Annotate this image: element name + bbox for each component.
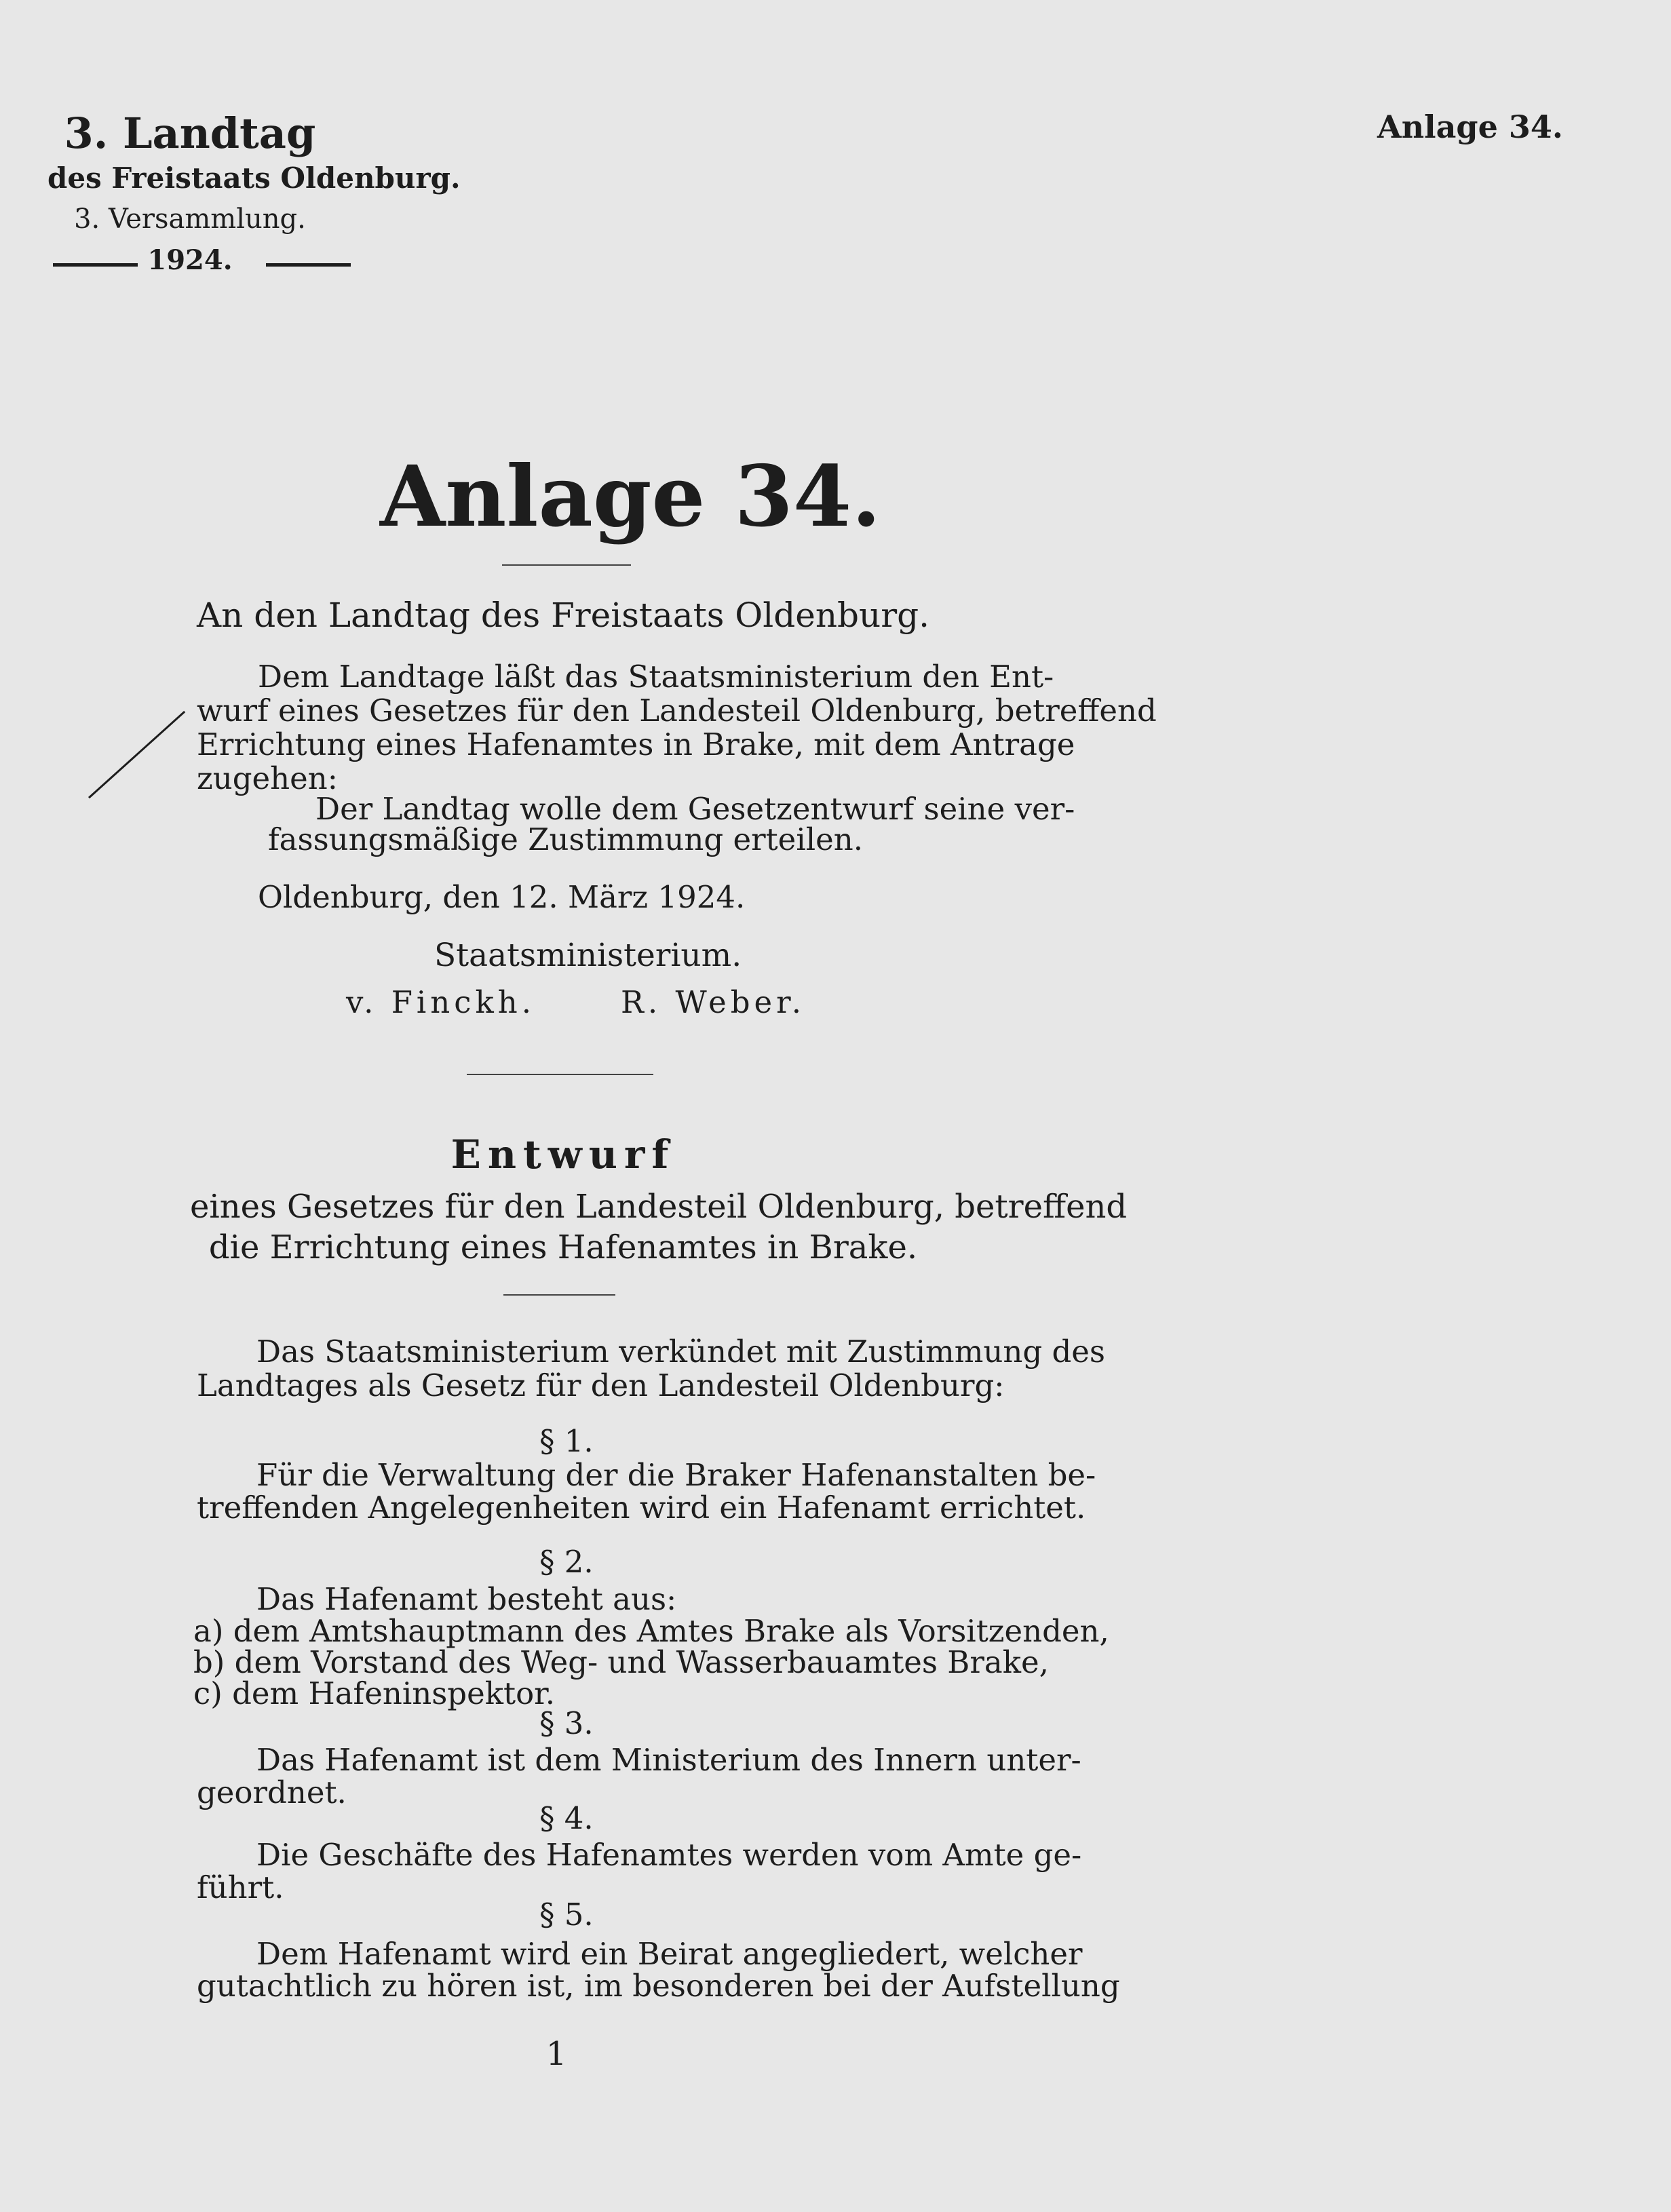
- intro-line-4: zugehen:: [197, 760, 338, 796]
- header-rule-right: [266, 263, 351, 267]
- section-3-line-2: geordnet.: [197, 1774, 347, 1810]
- section-2-item-b: b) dem Vorstand des Weg- und Wasserbauamtes Brake,: [193, 1644, 1049, 1680]
- margin-pen-mark: [88, 711, 185, 798]
- section-4-line-2: führt.: [197, 1869, 284, 1905]
- intro-line-1: Dem Landtage läßt das Staatsministerium den Ent-: [258, 659, 1054, 695]
- header-landtag: 3. Landtag: [64, 109, 316, 158]
- header-year: 1924.: [147, 244, 233, 276]
- draft-subtitle-1: eines Gesetzes für den Landesteil Oldenburg, betreffend: [190, 1188, 1128, 1226]
- section-2-item-c: c) dem Hafeninspektor.: [193, 1675, 556, 1711]
- title-rule: [502, 564, 631, 566]
- place-date: Oldenburg, den 12. März 1924.: [258, 879, 746, 915]
- section-3-line-1: Das Hafenamt ist dem Ministerium des Innern unter-: [256, 1742, 1081, 1778]
- section-rule: [467, 1074, 653, 1075]
- section-2-item-a: a) dem Amtshauptmann des Amtes Brake als Vorsitzenden,: [193, 1613, 1109, 1649]
- draft-subtitle-2: die Errichtung eines Hafenamtes in Brake.: [208, 1228, 918, 1266]
- section-1-label: § 1.: [539, 1423, 594, 1459]
- top-right-label: Anlage 34.: [1377, 109, 1563, 145]
- page-title: Anlage 34.: [380, 448, 881, 546]
- draft-rule: [503, 1294, 615, 1296]
- section-4-label: § 4.: [539, 1800, 594, 1836]
- signature-finckh: v. Finckh.: [346, 984, 536, 1020]
- section-1-line-1: Für die Verwaltung der die Braker Hafenanstalten be-: [256, 1457, 1096, 1493]
- header-freistaat: des Freistaats Oldenburg.: [47, 161, 461, 195]
- header-versammlung: 3. Versammlung.: [74, 203, 306, 235]
- motion-line-2: fassungsmäßige Zustimmung erteilen.: [268, 821, 864, 857]
- intro-line-3: Errichtung eines Hafenamtes in Brake, mit dem Antrage: [197, 726, 1075, 762]
- signature-weber: R. Weber.: [621, 984, 806, 1020]
- section-5-label: § 5.: [539, 1897, 594, 1933]
- section-2-label: § 2.: [539, 1544, 594, 1580]
- intro-line-2: wurf eines Gesetzes für den Landesteil Oldenburg, betreffend: [197, 693, 1157, 729]
- page-number: 1: [545, 2035, 567, 2073]
- preamble-line-2: Landtages als Gesetz für den Landesteil Oldenburg:: [197, 1367, 1005, 1403]
- motion-line-1: Der Landtag wolle dem Gesetzentwurf seine ver-: [315, 791, 1075, 827]
- section-5-line-1: Dem Hafenamt wird ein Beirat angegliedert, welcher: [256, 1936, 1083, 1972]
- section-3-label: § 3.: [539, 1705, 594, 1741]
- section-1-line-2: treffenden Angelegenheiten wird ein Hafenamt errichtet.: [197, 1490, 1086, 1526]
- section-4-line-1: Die Geschäfte des Hafenamtes werden vom Amte ge-: [256, 1837, 1082, 1873]
- preamble-line-1: Das Staatsministerium verkündet mit Zustimmung des: [256, 1334, 1105, 1370]
- section-5-line-2: gutachtlich zu hören ist, im besonderen bei der Aufstellung: [197, 1968, 1120, 2004]
- address-line: An den Landtag des Freistaats Oldenburg.: [197, 596, 930, 635]
- section-2-line-1: Das Hafenamt besteht aus:: [256, 1581, 677, 1617]
- ministry-name: Staatsministerium.: [434, 937, 742, 974]
- draft-heading: Entwurf: [450, 1131, 676, 1178]
